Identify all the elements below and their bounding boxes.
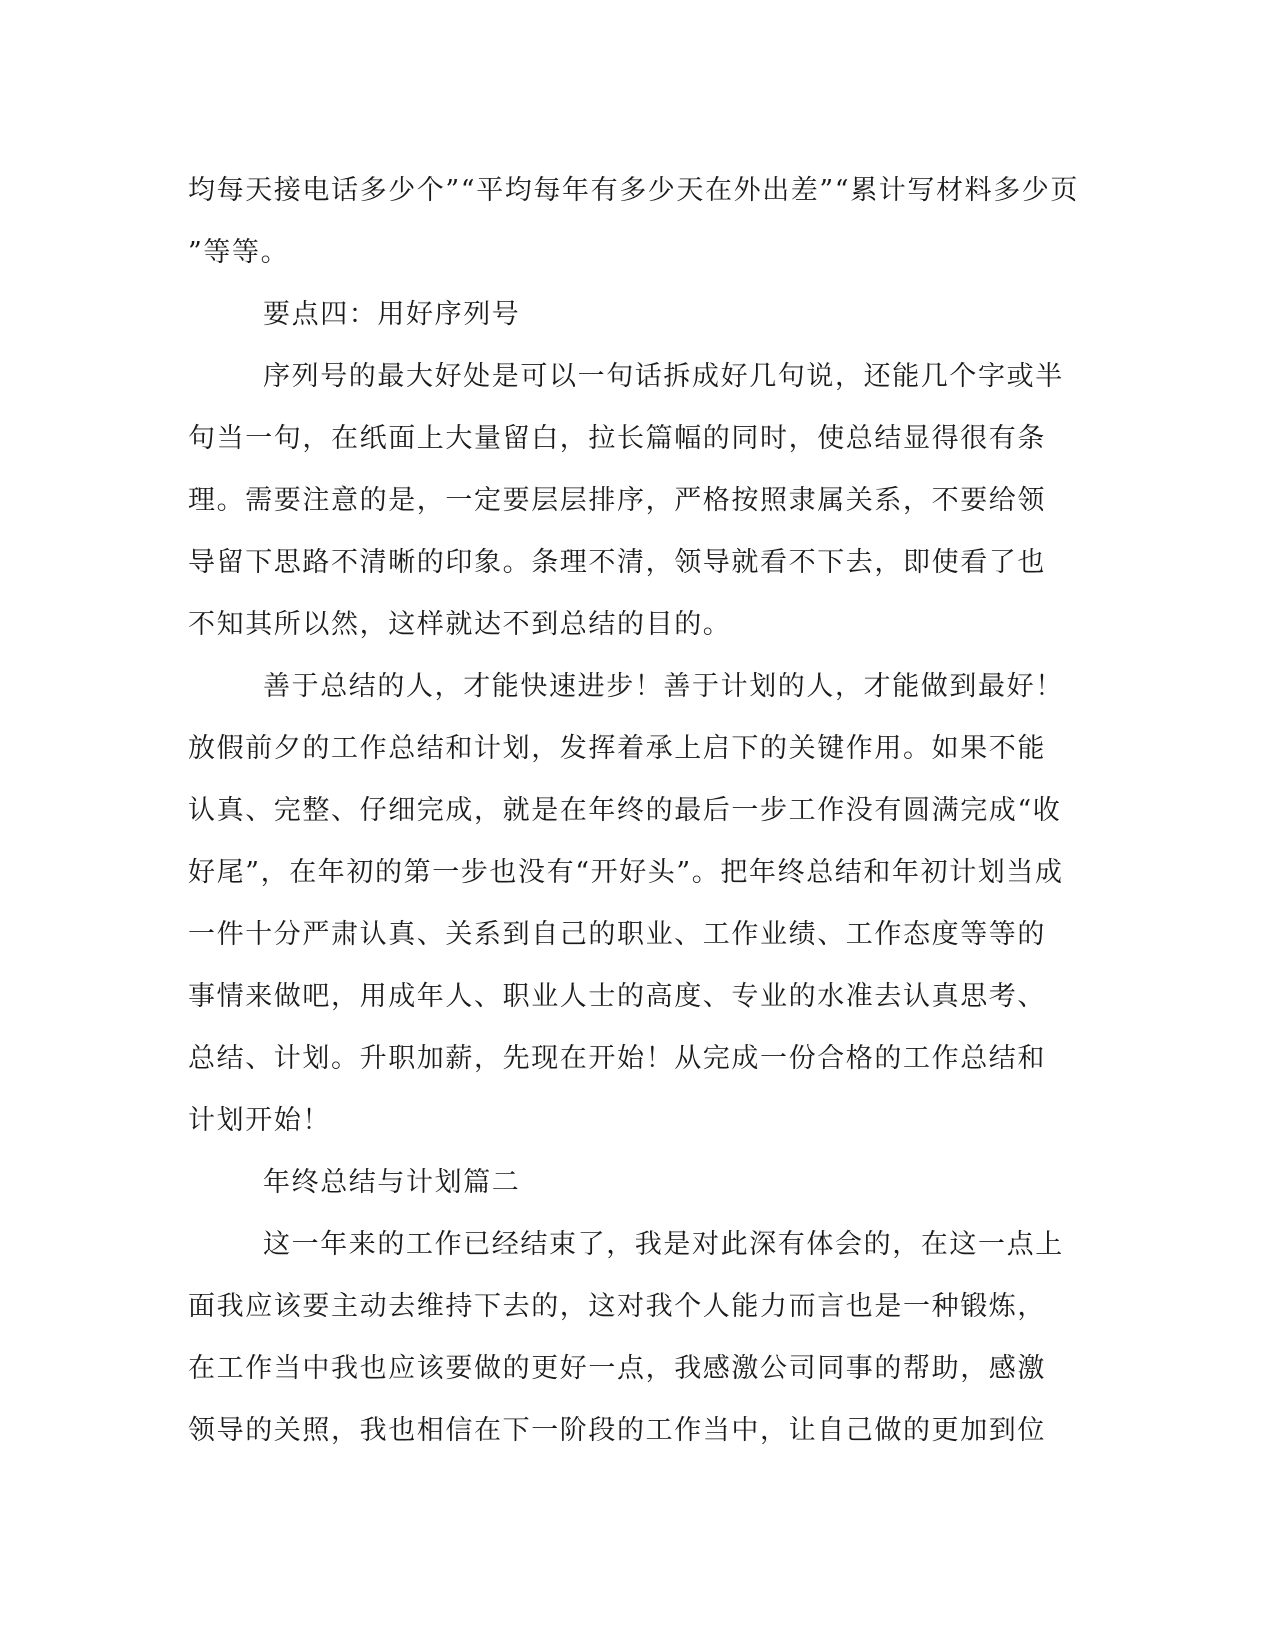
text-line: 一件十分严肃认真、关系到自己的职业、工作业绩、工作态度等等的 — [188, 919, 1046, 950]
text-line: 事情来做吧，用成年人、职业人士的高度、专业的水准去认真思考、 — [188, 981, 1046, 1012]
text-line: 均每天接电话多少个”“平均每年有多少天在外出差”“累计写材料多少页 — [188, 175, 1080, 206]
text-line: 不知其所以然，这样就达不到总结的目的。 — [188, 609, 732, 640]
text-line: 在工作当中我也应该要做的更好一点，我感激公司同事的帮助，感激 — [188, 1353, 1046, 1384]
text-line: 句当一句，在纸面上大量留白，拉长篇幅的同时，使总结显得很有条 — [188, 423, 1046, 454]
text-line: 放假前夕的工作总结和计划，发挥着承上启下的关键作用。如果不能 — [188, 733, 1046, 764]
text-line: 认真、完整、仔细完成，就是在年终的最后一步工作没有圆满完成“收 — [188, 795, 1062, 826]
text-line: 计划开始！ — [188, 1105, 331, 1136]
text-line: 善于总结的人，才能快速进步！善于计划的人，才能做到最好！ — [263, 671, 1064, 702]
text-line: 这一年来的工作已经结束了，我是对此深有体会的，在这一点上 — [263, 1229, 1064, 1260]
text-line: 领导的关照，我也相信在下一阶段的工作当中，让自己做的更加到位 — [188, 1415, 1046, 1446]
document-body — [188, 160, 1080, 1462]
text-line: 面我应该要主动去维持下去的，这对我个人能力而言也是一种锻炼， — [188, 1291, 1046, 1322]
text-line: 好尾”，在年初的第一步也没有“开好头”。把年终总结和年初计划当成 — [188, 857, 1064, 888]
section-heading: 年终总结与计划篇二 — [263, 1167, 521, 1198]
text-line: 理。需要注意的是，一定要层层排序，严格按照隶属关系，不要给领 — [188, 485, 1046, 516]
text-line: 总结、计划。升职加薪，先现在开始！从完成一份合格的工作总结和 — [188, 1043, 1046, 1074]
text-line: 序列号的最大好处是可以一句话拆成好几句说，还能几个字或半 — [263, 361, 1064, 392]
text-line: 导留下思路不清晰的印象。条理不清，领导就看不下去，即使看了也 — [188, 547, 1046, 578]
section-heading: 要点四：用好序列号 — [263, 299, 521, 330]
text-line: ”等等。 — [188, 237, 290, 268]
